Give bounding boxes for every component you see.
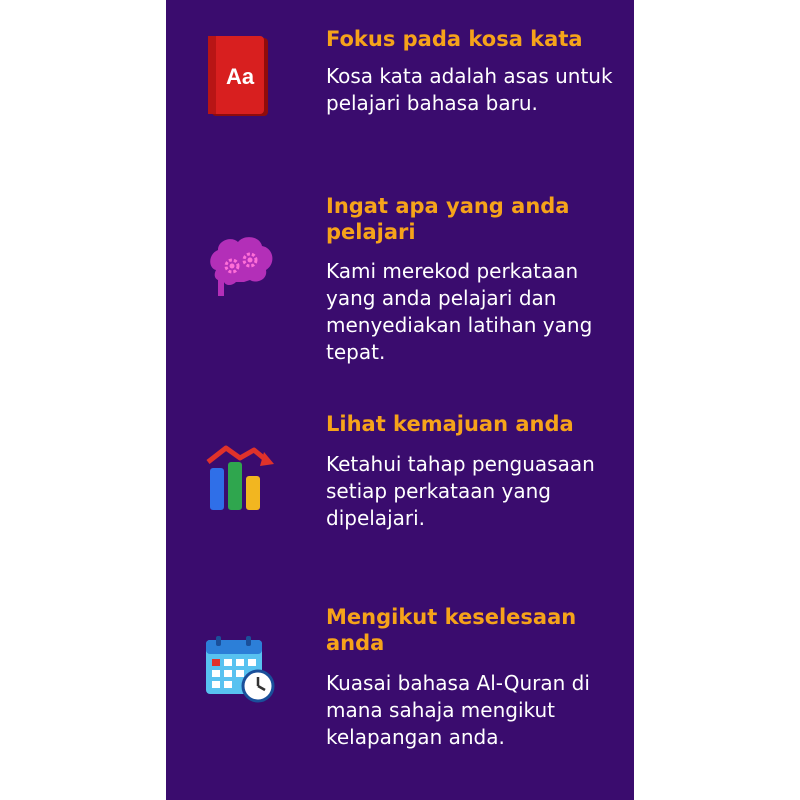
feature-description: Ketahui tahap penguasaan setiap perkataan yang dipelajari. <box>326 452 595 530</box>
features-panel <box>166 0 634 800</box>
feature-title: Mengikut keselesaan anda <box>326 605 577 655</box>
dictionary-book-icon <box>204 36 274 116</box>
feature-title: Fokus pada kosa kata <box>326 27 583 51</box>
feature-description: Kami merekod perkataan yang anda pelajari dan menyediakan latihan yang tepat. <box>326 259 593 364</box>
feature-title: Lihat kemajuan anda <box>326 412 574 436</box>
brain-gears-icon <box>204 232 278 302</box>
book-label: Aa <box>225 64 255 89</box>
feature-title: Ingat apa yang anda pelajari <box>326 194 570 244</box>
calendar-clock-icon <box>204 634 276 704</box>
feature-description: Kosa kata adalah asas untuk pelajari bahasa baru. <box>326 64 613 115</box>
feature-description: Kuasai bahasa Al-Quran di mana sahaja mengikut kelapangan anda. <box>326 671 590 749</box>
bar-chart-trend-icon <box>204 440 276 514</box>
